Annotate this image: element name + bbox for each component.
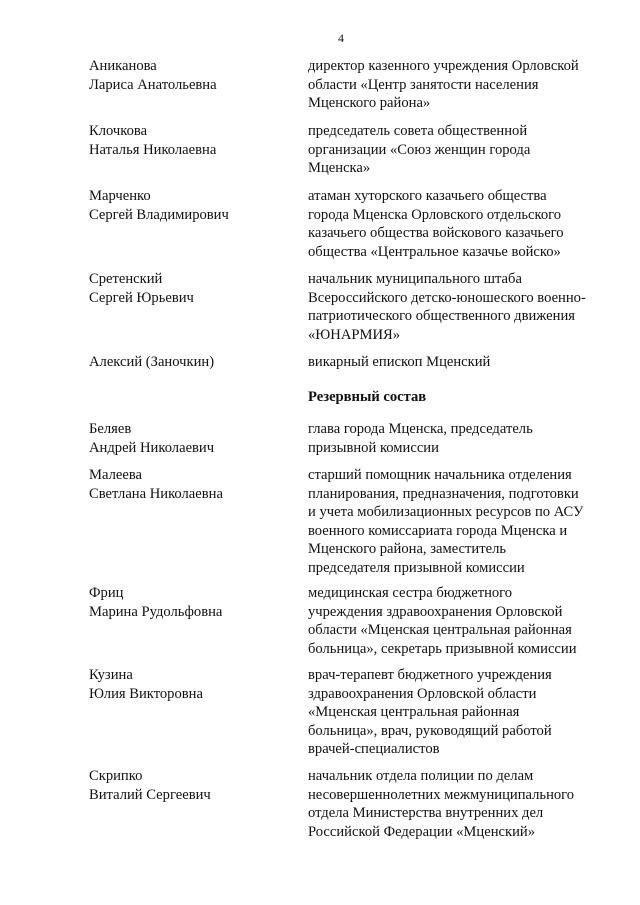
role-line: призывной комиссии [308,439,439,456]
member-given-name: Лариса Анатольевна [89,76,217,93]
member-name [89,666,289,703]
role-line: Мценского района, заместитель [308,541,507,558]
member-role [308,353,608,372]
role-line: Мценского района» [308,95,431,112]
role-line: Всероссийского детско-юношеского военно- [308,289,586,306]
member-surname: Алексий (Заночкин) [89,354,215,370]
role-line: викарный епископ Мценский [308,354,491,370]
role-line: организации «Союз женщин города [308,141,531,158]
member-given-name: Виталий Сергеевич [89,786,211,803]
page-number: 4 [338,31,344,45]
role-line: планирования, предназначения, подготовки [308,485,579,502]
member-name [89,122,289,159]
member-given-name: Сергей Владимирович [89,206,229,223]
role-line: медицинская сестра бюджетного [308,585,513,601]
role-line: председателя призывной комиссии [308,559,525,576]
role-line: отдела Министерства внутренних дел [308,805,544,822]
member-given-name: Светлана Николаевна [89,485,223,502]
member-role [308,767,608,841]
member-name [89,187,289,224]
member-surname: Скрипко [89,768,143,784]
role-line: патриотического общественного движения [308,308,575,325]
role-line: области «Центр занятости населения [308,76,539,93]
member-role [308,57,608,113]
member-surname: Марченко [89,188,151,204]
member-surname: Малеева [89,467,142,483]
role-line: «ЮНАРМИЯ» [308,326,401,343]
role-line: начальник отдела полиции по делам [308,768,534,784]
role-line: председатель совета общественной [308,123,528,139]
member-name [89,466,289,503]
member-name [89,270,289,307]
member-name [89,353,289,372]
member-name [89,767,289,804]
member-role [308,122,608,178]
member-given-name: Наталья Николаевна [89,141,217,158]
role-line: казачьего общества войскового казачьего [308,225,564,242]
member-name [89,584,289,621]
member-role [308,270,608,344]
role-line: больница», врач, руководящий работой [308,722,552,739]
member-role [308,420,608,457]
role-line: военного комиссариата города Мценска и [308,522,568,539]
member-name [89,57,289,94]
role-line: врачей-специалистов [308,741,440,758]
member-role [308,584,608,658]
role-line: здравоохранения Орловской области [308,685,537,702]
role-line: учреждения здравоохранения Орловской [308,603,563,620]
member-surname: Клочкова [89,123,148,139]
role-line: Мценска» [308,160,371,177]
member-surname: Сретенский [89,271,163,287]
member-name [89,420,289,457]
member-given-name: Сергей Юрьевич [89,289,194,306]
role-line: врач-терапевт бюджетного учреждения [308,667,552,683]
role-line: Российской Федерации «Мценский» [308,823,535,840]
role-line: и учета мобилизационных ресурсов по АСУ [308,504,584,521]
member-surname: Фриц [89,585,124,601]
role-line: области «Мценская центральная районная [308,622,572,639]
member-role [308,466,608,578]
role-line: атаман хуторского казачьего общества [308,188,547,204]
member-given-name: Андрей Николаевич [89,439,215,456]
member-role [308,666,608,759]
role-line: «Мценская центральная районная [308,704,520,721]
role-line: директор казенного учреждения Орловской [308,58,579,74]
role-line: старший помощник начальника отделения [308,467,572,483]
member-surname: Беляев [89,421,132,437]
role-line: города Мценска Орловского отдельского [308,206,562,223]
role-line: начальник муниципального штаба [308,271,522,287]
member-surname: Кузина [89,667,133,683]
role-line: несовершеннолетних межмуниципального [308,786,575,803]
member-surname: Аниканова [89,58,157,74]
member-given-name: Юлия Викторовна [89,685,203,702]
role-line: глава города Мценска, председатель [308,421,533,437]
role-line: общества «Центральное казачье войско» [308,243,561,260]
role-line: больница», секретарь призывной комиссии [308,640,577,657]
member-role [308,187,608,261]
member-given-name: Марина Рудольфовна [89,603,223,620]
section-heading-reserve: Резервный состав [308,389,427,405]
